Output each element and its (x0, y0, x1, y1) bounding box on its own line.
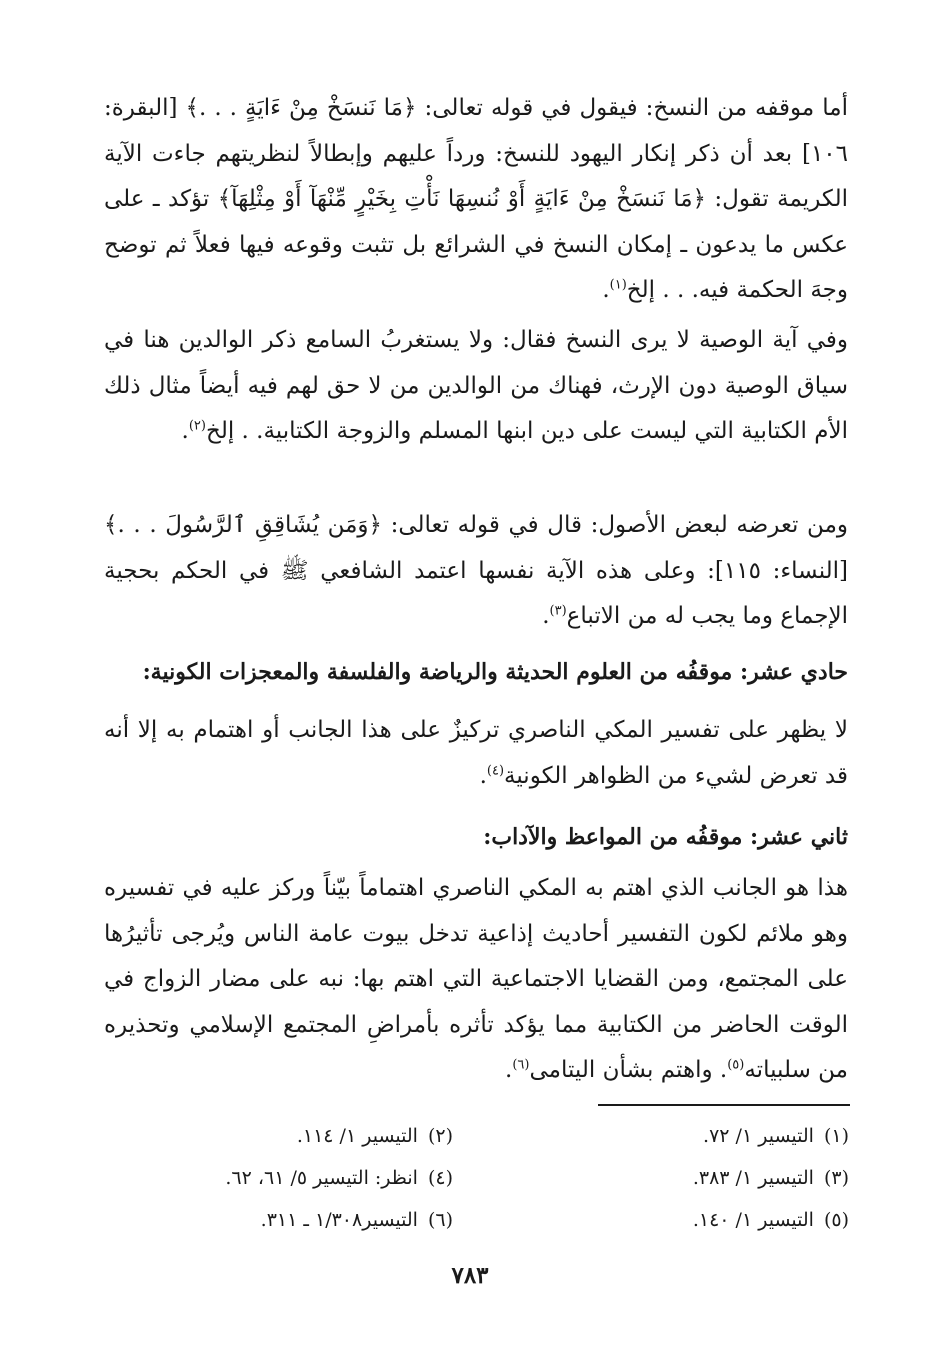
paragraph-text: أما موقفه من النسخ: فيقول في قوله تعالى: ﴿مَا نَنسَخْ مِنْ ءَايَةٍ . . .﴾ [البقرة: ١٠٦] بعد أن ذكر إنكار اليهود للنسخ: ورداً عليهم وإبطالاً لنظريتهم جاءت الآية الكريمة تقول: ﴿مَا نَنسَخْ مِنْ ءَايَةٍ أَوْ نُنسِهَا نَأْتِ بِخَيْرٍ مِّنْهَآ أَوْ مِثْلِهَآ﴾ تؤكد ـ على عكس ما يدعون ـ إمكان النسخ في الشرائع بل تثبت وقوعه فيها فعلاً ثم توضح وجهَ الحكمة فيه. . . إلخ (104, 95, 848, 303)
paragraph-sciences (104, 708, 848, 799)
footnote-ref: (٣) (549, 603, 567, 619)
paragraph-principles (104, 503, 848, 640)
paragraph-text-continued: . واهتم بشأن اليتامى (529, 1057, 728, 1083)
footnote-text: التيسير ١/ ١٤٠. (692, 1209, 814, 1231)
section-heading-twelve: ثاني عشر: موقفُه من المواعظ والآداب: (483, 824, 848, 850)
page-number: ٧٨٣ (451, 1262, 489, 1289)
footnote-4 (225, 1165, 453, 1191)
footnote-5 (693, 1207, 849, 1233)
paragraph-end: . (181, 418, 189, 444)
paragraph-end: . (542, 603, 550, 629)
footnote-text: التيسير ١/ ١١٤. (296, 1125, 418, 1147)
footnote-number: (٣) (823, 1167, 849, 1189)
footnote-ref: (٤) (486, 762, 505, 778)
footnote-1 (703, 1123, 849, 1149)
footnote-3 (693, 1165, 849, 1191)
paragraph-end: . (505, 1057, 513, 1083)
footnote-ref: (٥) (727, 1057, 745, 1073)
paragraph-bequest-verse (104, 318, 848, 455)
paragraph-text: وفي آية الوصية لا يرى النسخ فقال: ولا يستغربُ السامع ذكر الوالدين هنا في سياق الوصية دون الإرث، فهناك من الوالدين من لا حق لهم فيه أيضاً مثال ذلك الأم الكتابية التي ليست على دين ابنها المسلم والزوجة الكتابية. . إلخ (104, 327, 848, 444)
footnote-text: التيسير١/٣٠٨ ـ ٣١١. (260, 1209, 418, 1231)
footnote-number: (٤) (427, 1167, 453, 1189)
footnote-ref: (٢) (188, 418, 206, 434)
footnote-ref: (١) (609, 277, 627, 293)
footnote-number: (٢) (427, 1125, 453, 1147)
paragraph-text: ومن تعرضه لبعض الأصول: قال في قوله تعالى: ﴿وَمَن يُشَاقِقِ ٱلرَّسُولَ . . .﴾ [النساء: ١١٥]: وعلى هذه الآية نفسها اعتمد الشافعي ﷺ في الحكم بحجية الإجماع وما يجب له من الاتباع (104, 512, 849, 629)
footnote-6 (261, 1207, 453, 1233)
paragraph-text: هذا هو الجانب الذي اهتم به المكي الناصري اهتماماً بيّناً وركز عليه في تفسيره وهو ملائم لكون التفسير أحاديث إذاعية تدخل بيوت عامة الناس ويُرجى تأثيرُها على المجتمع، ومن القضايا الاجتماعية التي اهتم بها: نبه على مضار الزواج في الوقت الحاضر من الكتابية مما يؤكد تأثره بأمراضِ المجتمع الإسلامي وتحذيره من سلبياته (104, 875, 848, 1083)
paragraph-abrogation (104, 86, 848, 314)
footnote-separator (598, 1104, 850, 1106)
footnote-number: (٦) (427, 1209, 453, 1231)
footnote-number: (١) (823, 1125, 849, 1147)
paragraph-admonitions (104, 866, 848, 1094)
footnote-text: التيسير ١/ ٧٢. (703, 1125, 814, 1147)
paragraph-end: . (479, 762, 487, 789)
paragraph-text: لا يظهر على تفسير المكي الناصري تركيزٌ على هذا الجانب أو اهتمام به إلا أنه قد تعرض لشيء من الظواهر الكونية (104, 717, 848, 789)
footnote-ref: (٦) (512, 1057, 530, 1073)
section-heading-eleven: حادي عشر: موقفُه من العلوم الحديثة والرياضة والفلسفة والمعجزات الكونية: (142, 659, 848, 685)
footnote-2 (297, 1123, 453, 1149)
paragraph-end: . (602, 277, 610, 303)
footnote-text: التيسير ١/ ٣٨٣. (692, 1167, 814, 1189)
footnote-text: انظر: التيسير ٥/ ٦١، ٦٢. (225, 1167, 418, 1189)
footnote-number: (٥) (823, 1209, 849, 1231)
